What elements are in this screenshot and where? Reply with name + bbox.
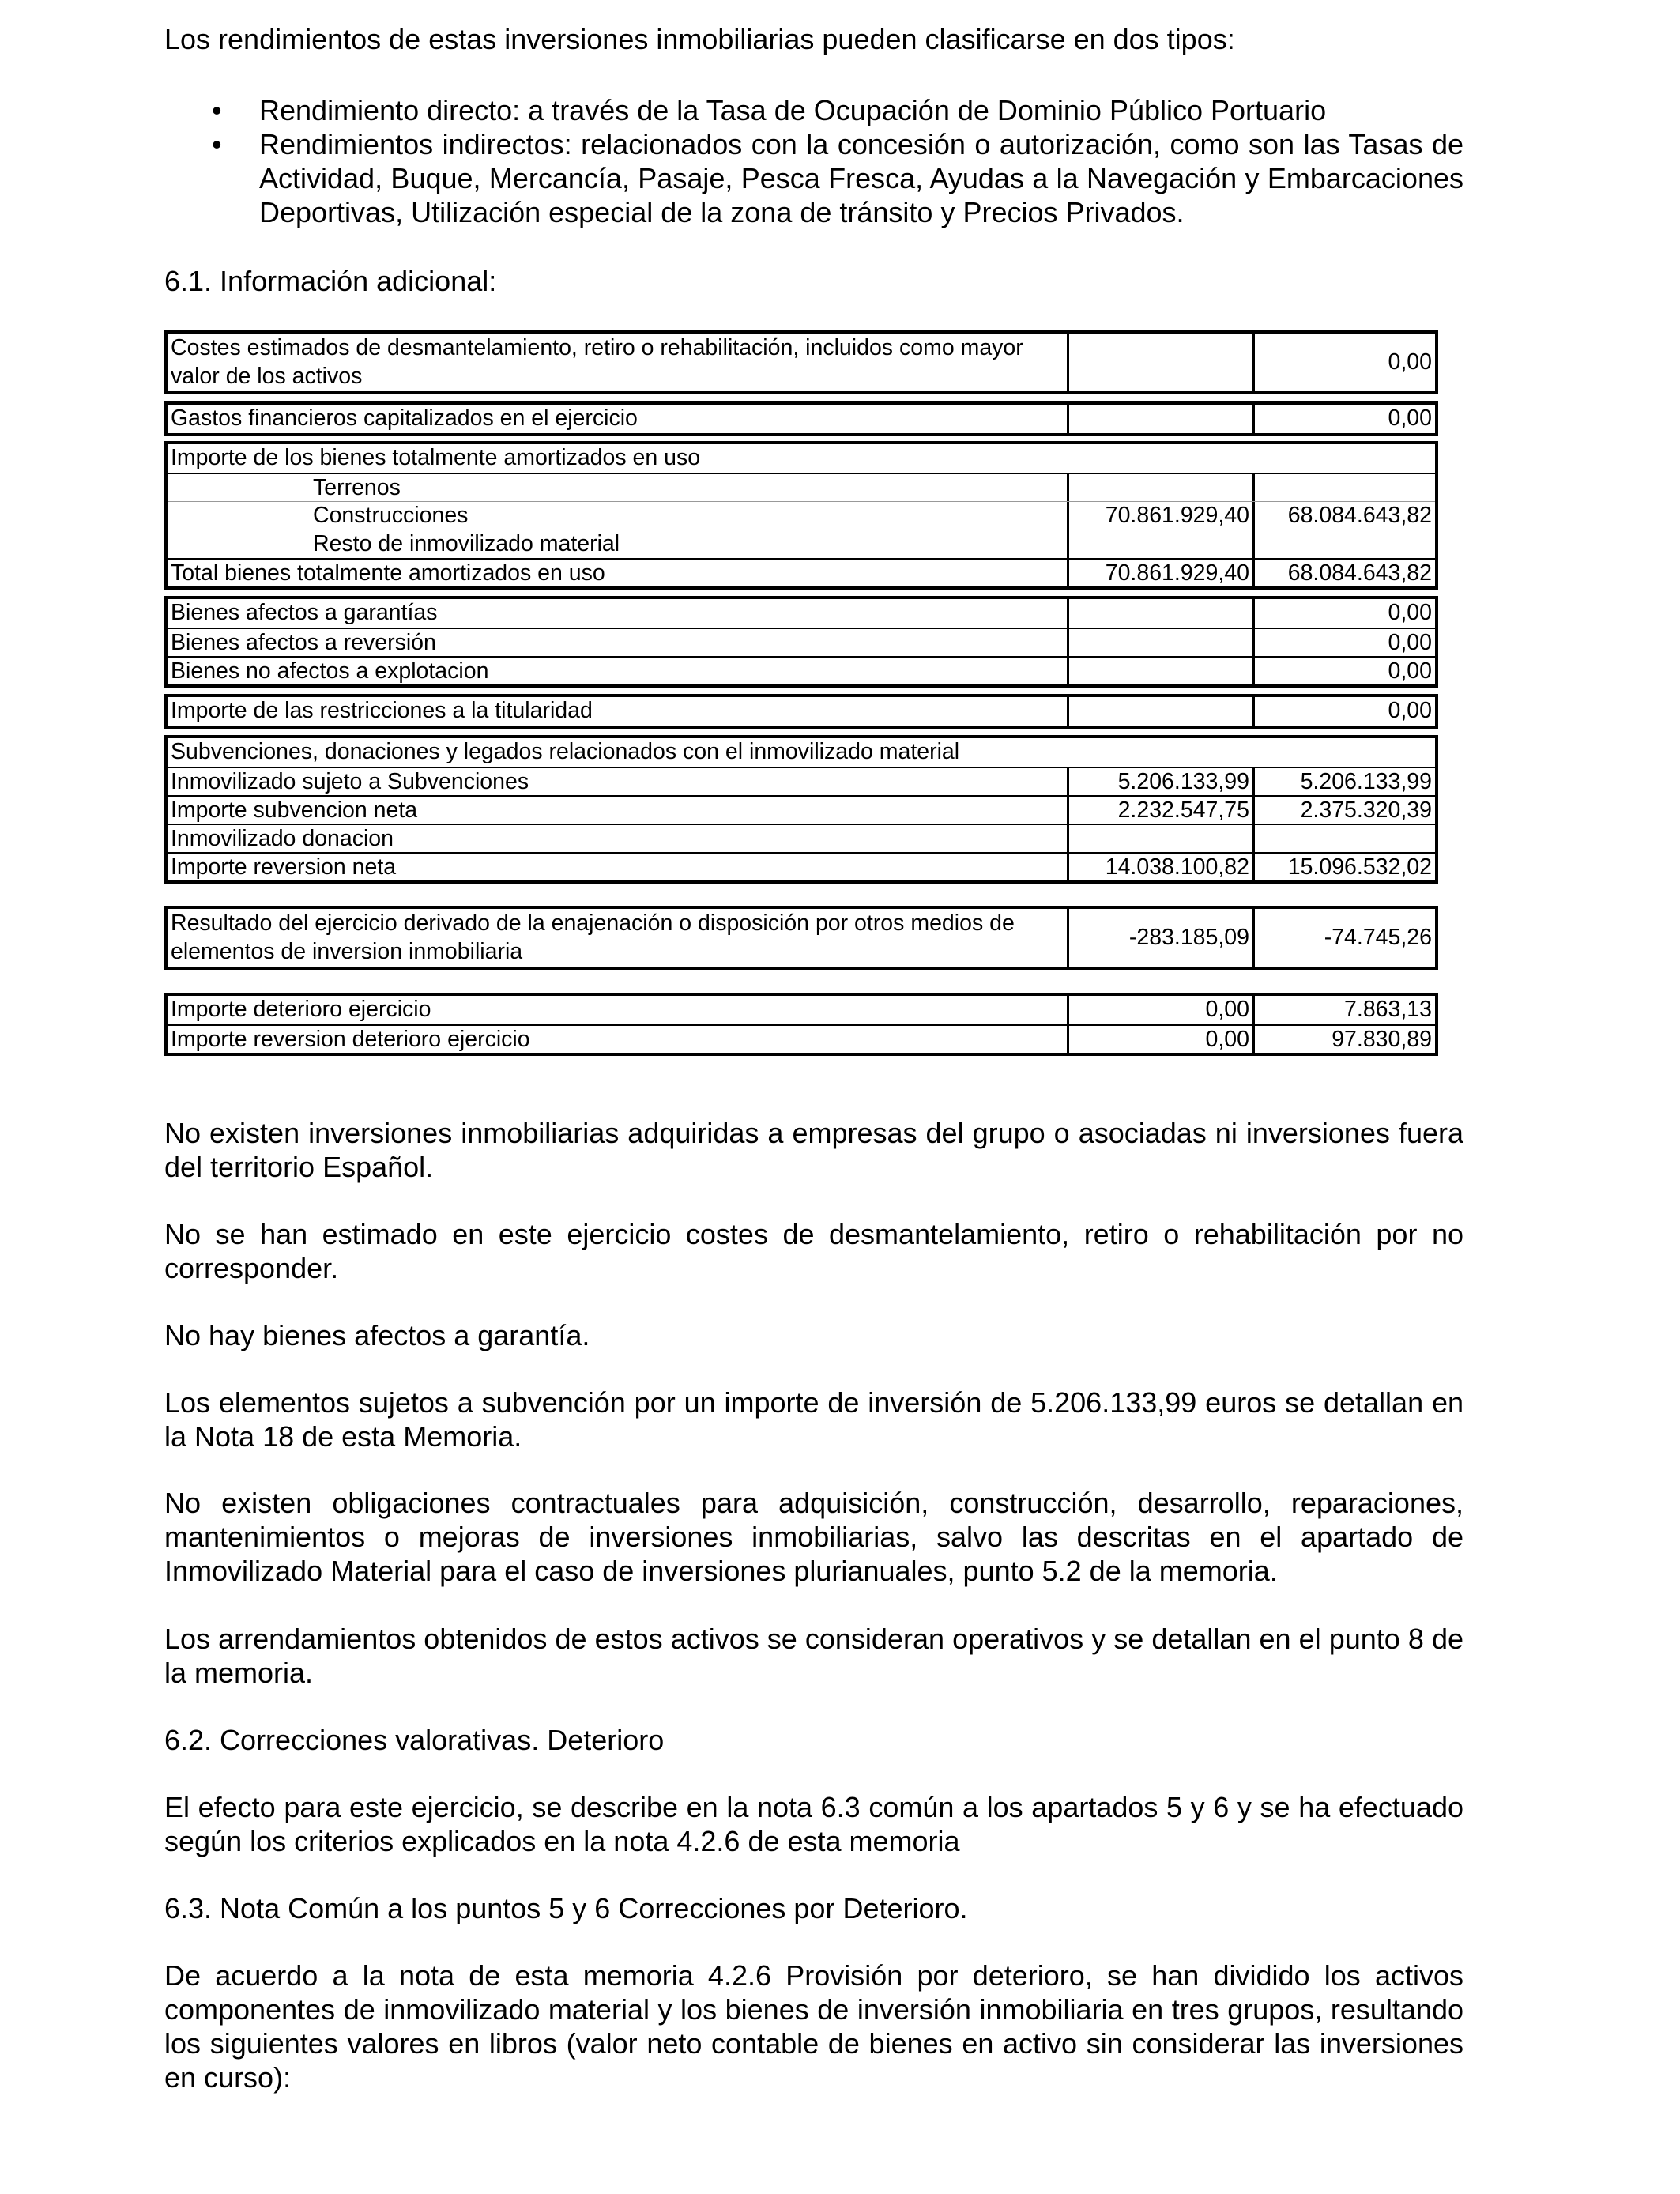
row-label: Inmovilizado donacion	[171, 826, 394, 851]
paragraph: No se han estimado en este ejercicio costes de desmantelamiento, retiro o rehabilitación por no corresponder.	[164, 1218, 1463, 1284]
table-block-amortizados	[164, 441, 1438, 590]
table-block-gastos	[164, 401, 1438, 436]
cell-value-col2: 7.863,13	[1252, 996, 1435, 1024]
row-label: Total bienes totalmente amortizados en uso	[171, 560, 605, 586]
cell-value-col2: -74.745,26	[1252, 909, 1435, 967]
table-row	[168, 1024, 1435, 1053]
cell-value-col2: 0,00	[1252, 334, 1435, 391]
row-label: Importe reversion deterioro ejercicio	[171, 1027, 530, 1052]
section-heading-6-3: 6.3. Nota Común a los puntos 5 y 6 Correcciones por Deterioro.	[164, 1892, 968, 1924]
cell-value-col1	[1067, 658, 1252, 684]
paragraph: El efecto para este ejercicio, se describe en la nota 6.3 común a los apartados 5 y 6 y se ha efectuado según los criterios explicados en la nota 4.2.6 de esta memoria	[164, 1791, 1463, 1857]
cell-value-col2	[1252, 474, 1435, 501]
table-row	[168, 996, 1435, 1024]
table-row	[168, 852, 1435, 880]
cell-value-col1	[1067, 530, 1252, 558]
table-row	[168, 530, 1435, 558]
row-label: Bienes no afectos a explotacion	[171, 658, 489, 684]
cell-value-col1: 2.232.547,75	[1067, 797, 1252, 824]
table-row	[168, 697, 1435, 726]
cell-value-col1	[1067, 599, 1252, 628]
table-row	[168, 656, 1435, 684]
cell-value-col2: 0,00	[1252, 599, 1435, 628]
table-block-subvenciones	[164, 735, 1438, 884]
section-heading-6-2: 6.2. Correcciones valorativas. Deterioro	[164, 1724, 665, 1756]
cell-value-col1	[1067, 825, 1252, 852]
row-label: Construcciones	[313, 503, 469, 528]
cell-value-col2: 5.206.133,99	[1252, 768, 1435, 795]
bullet-indirect-yield: • Rendimientos indirectos: relacionados con la concesión o autorización, como son las Tasas de Actividad, Buque, Mercancía, Pasaje, Pesca Fresca, Ayudas a la Navegación y Embarcaciones Deportivas, Utilización especial de la zona de tránsito y Precios Privados.	[212, 128, 1463, 228]
paragraph: Los arrendamientos obtenidos de estos activos se consideran operativos y se detallan en el punto 8 de la memoria.	[164, 1623, 1463, 1689]
table-block-costes	[164, 330, 1438, 394]
cell-value-col2: 97.830,89	[1252, 1026, 1435, 1053]
cell-value-col2	[1252, 530, 1435, 558]
cell-value-col1	[1067, 697, 1252, 726]
row-label: Subvenciones, donaciones y legados relacionados con el inmovilizado material	[171, 739, 960, 764]
intro-text: Los rendimientos de estas inversiones inmobiliarias pueden clasificarse en dos tipos:	[164, 23, 1235, 55]
cell-value-col2: 15.096.532,02	[1252, 854, 1435, 880]
table-row	[168, 334, 1435, 391]
table-row	[168, 501, 1435, 530]
table-block-bienes	[164, 596, 1438, 688]
row-label: Inmovilizado sujeto a Subvenciones	[171, 769, 529, 794]
table-header-row	[168, 738, 1435, 767]
cell-value-col1: 70.861.929,40	[1067, 502, 1252, 530]
table-row	[168, 473, 1435, 501]
cell-value-col2: 0,00	[1252, 405, 1435, 433]
table-block-deterioro	[164, 993, 1438, 1056]
row-label: Bienes afectos a garantías	[171, 600, 438, 625]
cell-value-col2: 0,00	[1252, 658, 1435, 684]
row-label: Importe subvencion neta	[171, 797, 418, 823]
cell-value-col1: 0,00	[1067, 1026, 1252, 1053]
row-label: Resultado del ejercicio derivado de la enajenación o disposición por otros medios de elementos de inversion inmobiliaria	[171, 910, 1015, 964]
cell-value-col1: 5.206.133,99	[1067, 768, 1252, 795]
cell-value-col2: 68.084.643,82	[1252, 560, 1435, 586]
cell-value-col1: -283.185,09	[1067, 909, 1252, 967]
table-total-row	[168, 558, 1435, 586]
paragraph: No existen inversiones inmobiliarias adquiridas a empresas del grupo o asociadas ni inversiones fuera del territorio Español.	[164, 1117, 1463, 1183]
paragraph: Los elementos sujetos a subvención por un importe de inversión de 5.206.133,99 euros se detallan en la Nota 18 de esta Memoria.	[164, 1386, 1463, 1453]
row-label: Importe reversion neta	[171, 854, 397, 880]
cell-value-col2: 0,00	[1252, 629, 1435, 656]
table-row	[168, 405, 1435, 433]
section-heading-6-1: 6.1. Información adicional:	[164, 265, 497, 297]
cell-value-col1	[1067, 474, 1252, 501]
table-row	[168, 767, 1435, 795]
row-label: Importe deterioro ejercicio	[171, 997, 431, 1022]
table-row	[168, 599, 1435, 628]
bullet-icon: •	[212, 94, 222, 126]
cell-value-col2: 2.375.320,39	[1252, 797, 1435, 824]
row-label: Importe de los bienes totalmente amortizados en uso	[171, 445, 701, 470]
yield-types-list	[164, 93, 1463, 229]
table-block-restricciones	[164, 694, 1438, 729]
cell-value-col1: 14.038.100,82	[1067, 854, 1252, 880]
row-label: Gastos financieros capitalizados en el ejercicio	[171, 405, 638, 431]
bullet-direct-yield: • Rendimiento directo: a través de la Tasa de Ocupación de Dominio Público Portuario	[212, 94, 1327, 126]
row-label: Costes estimados de desmantelamiento, retiro o rehabilitación, incluidos como mayor valor de los activos	[171, 335, 1023, 389]
cell-value-col1	[1067, 334, 1252, 391]
table-row	[168, 795, 1435, 824]
table-row	[168, 909, 1435, 967]
cell-value-col1	[1067, 405, 1252, 433]
table-row	[168, 628, 1435, 656]
table-header-row	[168, 444, 1435, 473]
row-label: Resto de inmovilizado material	[313, 531, 620, 556]
cell-value-col1: 0,00	[1067, 996, 1252, 1024]
row-label: Terrenos	[313, 475, 401, 500]
cell-value-col2: 0,00	[1252, 697, 1435, 726]
cell-value-col2: 68.084.643,82	[1252, 502, 1435, 530]
cell-value-col2	[1252, 825, 1435, 852]
cell-value-col1	[1067, 629, 1252, 656]
paragraph: No existen obligaciones contractuales para adquisición, construcción, desarrollo, reparaciones, mantenimientos o mejoras de inversiones inmobiliarias, salvo las descritas en el apartado de Inmovilizado Material para el caso de inversiones plurianuales, punto 5.2 de la memoria.	[164, 1487, 1463, 1587]
table-row	[168, 824, 1435, 852]
table-block-resultado	[164, 906, 1438, 970]
row-label: Importe de las restricciones a la titularidad	[171, 698, 593, 723]
row-label: Bienes afectos a reversión	[171, 630, 436, 655]
bullet-icon: •	[212, 128, 222, 160]
paragraph: No hay bienes afectos a garantía.	[164, 1319, 590, 1351]
paragraph: De acuerdo a la nota de esta memoria 4.2.6 Provisión por deterioro, se han dividido los activos componentes de inmovilizado material y los bienes de inversión inmobiliaria en tres grupos, resultando los siguientes valores en libros (valor neto contable de bienes en activo sin considerar las inversiones en curso):	[164, 1959, 1463, 2094]
cell-value-col1: 70.861.929,40	[1067, 560, 1252, 586]
